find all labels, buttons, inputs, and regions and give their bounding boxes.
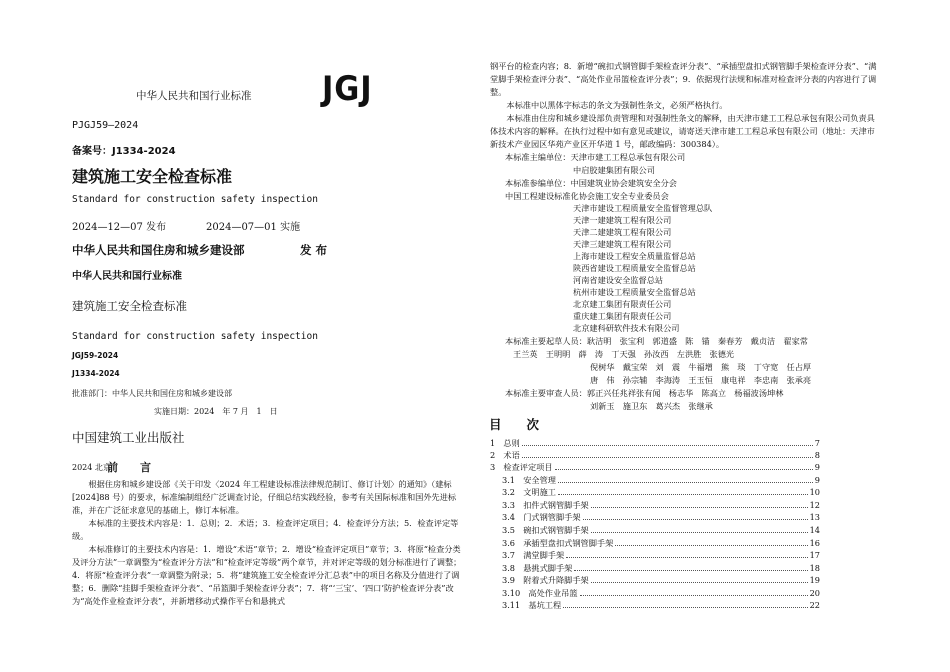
- participating-unit-item: 杭州市建设工程质量安全监督总站: [573, 287, 696, 297]
- toc-entry[interactable]: 3.6 承插型盘扣式钢管脚手架 16: [502, 538, 820, 548]
- jgj-logo: JGJ: [322, 69, 373, 109]
- issuer: 中华人民共和国住房和城乡建设部: [72, 243, 245, 257]
- toc-entry[interactable]: 3.8 悬挑式脚手架 18: [502, 563, 820, 573]
- toc-entry[interactable]: 1 总则 7: [490, 438, 820, 448]
- toc-entry[interactable]: 3.11 基坑工程 22: [502, 600, 820, 610]
- preface-paragraph-1: 根据住房和城乡建设部《关于印发〈2024 年工程建设标准法律规范制订、修订计划〉的通知》（建标[2024]88 号）的要求，标准编制组经广泛调查讨论，仔细总结实践经验，参考有关国际标准和国外先进标准，并在广泛征求意见的基础上，修订本标准。: [72, 479, 457, 515]
- record-number: 备案号：J1334-2024: [72, 146, 176, 157]
- participating-unit-item: 天津二建建筑工程有限公司: [573, 227, 672, 237]
- toc-entry[interactable]: 3.1 安全管理 9: [502, 475, 820, 485]
- toc-entry[interactable]: 3.4 门式钢管脚手架 13: [502, 512, 820, 522]
- toc-title: 目 次: [489, 417, 540, 432]
- approver: 批准部门：中华人民共和国住房和城乡建设部: [72, 389, 232, 398]
- participating-unit-item: 天津三建建筑工程有限公司: [573, 239, 672, 249]
- drafters-line-4: 唐 伟 孙宗辅 李海涛 王玉恒 康电祥 李忠南 张承亮: [590, 375, 812, 385]
- toc-entry[interactable]: 3.7 满堂脚手架 17: [502, 550, 820, 560]
- toc-entry[interactable]: 3.10 高处作业吊篮 20: [502, 588, 820, 598]
- participating-unit-item: 中国工程建设标准化协会施工安全专业委员会: [505, 191, 669, 201]
- participating-unit-item: 重庆建工集团有限责任公司: [573, 311, 672, 321]
- standard-code-3: J1334-2024: [72, 369, 120, 378]
- toc-entry[interactable]: 3.3 扣件式钢管脚手架 12: [502, 500, 820, 510]
- participating-unit-item: 陕西省建设工程质量安全监督总站: [573, 263, 696, 273]
- participating-unit-item: 天津市建设工程质量安全监督管理总队: [573, 203, 713, 213]
- title-en: Standard for construction safety inspection: [72, 194, 318, 205]
- publisher: 中国建筑工业出版社: [72, 430, 185, 445]
- participating-unit-item: 天津一建建筑工程有限公司: [573, 215, 672, 225]
- preface-paragraph-2: 本标准的主要技术内容是：1．总则；2．术语；3．检查评定项目；4．检查评分方法；5．检查评定等级。: [72, 518, 459, 541]
- release-date: 2024—12—07 发布: [72, 222, 167, 233]
- standard-code: PJGJ59—2024: [72, 120, 139, 131]
- header-org: 中华人民共和国行业标准: [136, 90, 252, 102]
- reviewers: 本标准主要审查人员：郭正兴任兆祥张有闻 杨志华 陈高立 杨福波汤坤林: [505, 388, 784, 398]
- toc-entry[interactable]: 3 检查评定项目 9: [490, 462, 820, 472]
- toc-entry[interactable]: 3.5 碗扣式钢管脚手架 14: [502, 525, 820, 535]
- preface-title: 前 言: [107, 461, 151, 474]
- toc-entry[interactable]: 3.9 附着式升降脚手架 19: [502, 575, 820, 585]
- issue-word: 发 布: [300, 243, 328, 257]
- drafters-line-3: 倪树华 戴宝荣 刘 震 牛福增 熊 琰 丁守宽 任占厚: [590, 362, 812, 372]
- drafters-line-2: 王兰英 王明明 薛 涛 丁天强 孙汝西 左洪胜 张德光: [513, 349, 735, 359]
- implementation-date-2: 实施日期：2024 年 7 月 1 日: [154, 407, 278, 416]
- drafters: 本标准主要起草人员：耿洁明 张宝利 郭道盛 陈 锚 秦春芳 戴贞洁 翟家常: [505, 336, 808, 346]
- mandatory-note: 本标准中以黑体字标志的条文为强制性条文，必须严格执行。: [506, 100, 728, 110]
- participating-unit-item: 北京建科研软件技术有限公司: [573, 323, 680, 333]
- participating-unit-item: 上海市建设工程安全质量监督总站: [573, 251, 696, 261]
- management-paragraph: 本标准由住房和城乡建设部负责管理和对强制性条文的解释，由天津市建工工程总承包有限公司负责具体技术内容的解释。在执行过程中如有意见或建议，请寄送天津市建工工程总承包有限公司（地址：天津市新技术产业园区华苑产业区开华道 1 号，邮政编码：300384）。: [490, 113, 875, 149]
- content-continued: 钢平台的检查内容；8．新增“碗扣式钢管脚手架检查评分表”、“承插型盘扣式钢管脚手架检查评分表”、“满堂脚手架检查评分表”、“高处作业吊篮检查评分表”；9．依据现行法规和标准对检查评分表的内容进行了调整。: [490, 61, 877, 97]
- participating-unit: 本标准参编单位：中国建筑业协会建筑安全分会: [505, 178, 677, 188]
- toc-entry[interactable]: 3.2 文明施工 10: [502, 487, 820, 497]
- title-en-2: Standard for construction safety inspection: [72, 331, 318, 342]
- title-cn: 建筑施工安全检查标准: [72, 167, 233, 186]
- standard-code-2: JGJ59-2024: [72, 351, 119, 360]
- participating-unit-item: 北京建工集团有限责任公司: [573, 299, 672, 309]
- chief-editor-unit-2: 中启胶建集团有限公司: [573, 165, 655, 175]
- header-org-2: 中华人民共和国行业标准: [72, 271, 182, 282]
- implementation-date: 2024—07—01 实施: [206, 222, 301, 233]
- preface-paragraph-3: 本标准修订的主要技术内容是：1．增设“术语”章节；2．增设“检查评定项目”章节；3．将原“检查分类及评分方法”一章调整为“检查评分方法”和“检查评定等级”两个章节，并对评定等级的划分标准进行了调整；4．将原“检查评分表”一章调整为附录；5．将“建筑施工安全检查评分汇总表”中的项目名称及分值进行了调整；6．删除“挂脚手架检查评分表”、“吊篮脚手架检查评分表”；7．将“‘三宝’、‘四口’防护检查评分表”改为“高处作业检查评分表”，并新增移动式操作平台和悬挑式: [72, 544, 462, 606]
- preface-year: 2024 北京: [72, 463, 111, 472]
- toc-entry[interactable]: 2 术语 8: [490, 450, 820, 460]
- chief-editor-unit: 本标准主编单位：天津市建工工程总承包有限公司: [505, 152, 686, 162]
- title-cn-2: 建筑施工安全检查标准: [72, 299, 187, 313]
- reviewers-line-2: 刘新玉 施卫东 葛兴杰 张继承: [590, 401, 713, 411]
- participating-unit-item: 河南省建设安全监督总站: [573, 275, 664, 285]
